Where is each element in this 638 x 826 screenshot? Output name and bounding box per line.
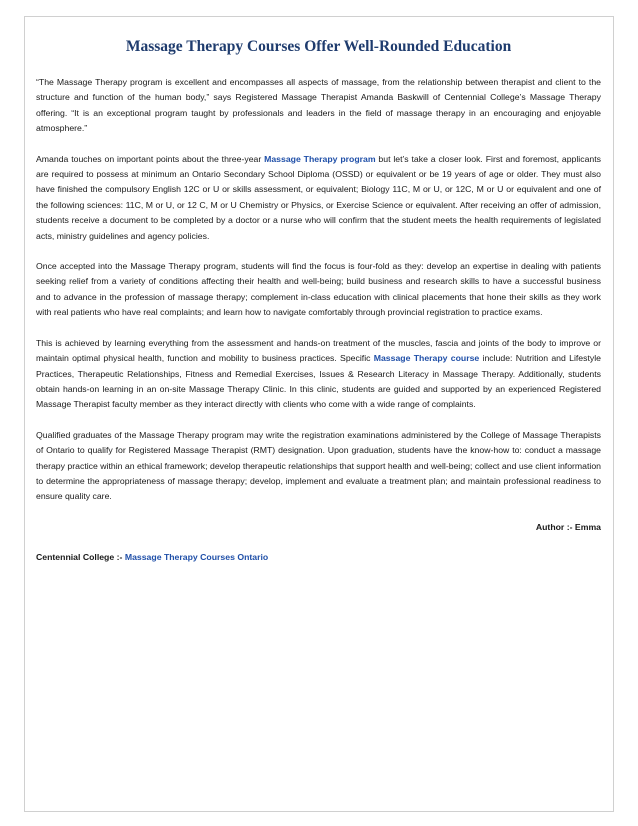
article-title: Massage Therapy Courses Offer Well-Rounded Education bbox=[125, 38, 512, 55]
paragraph-courses-text-end: include: Nutrition and Lifestyle Practices, Therapeutic Relationships, Fitness and Remedial Exercises, Issues & Research Literacy in Massage Therapy. Additionally, students obtain hands-on learning in an on-site Massage Therapy Clinic. In this clinic, students are guided and supported by an experienced Registered Massage Therapist faculty member as they interact directly with clients who come with a wide range of complaints. bbox=[36, 353, 601, 410]
footer-label: Centennial College :- bbox=[36, 552, 125, 563]
paragraph-admission bbox=[36, 152, 601, 244]
author-line: Author :- Emma bbox=[535, 521, 601, 532]
paragraph-admission-text-end: but let’s take a closer look. First and foremost, applicants are required to possess at minimum an Ontario Secondary School Diploma (OSSD) or equivalent or be 19 years of age or older. They must also have finished the compulsory English 12C or U or skills assessment, or equivalent; Biology 11C, M or U, or 12C, M or U or equivalent and one of the following sciences: 11C, M or U, or 12 C, M or U Chemistry or Physics, or Exercise Science or equivalent. After receiving an offer of admission, students receive a document to be completed by a doctor or a nurse who will confirm that the student meets the health requirements of legislated acts, ministry guidelines and agency policies. bbox=[36, 153, 601, 241]
footer-line bbox=[36, 550, 601, 565]
massage-therapy-program-link[interactable]: Massage Therapy program bbox=[264, 153, 376, 164]
paragraph-courses-text-start: This is achieved by learning everything from the assessment and hands-on treatment of the muscles, fascia and joints of the body to improve or maintain optimal physical health, function and mobility to business practices. Specific bbox=[36, 337, 601, 364]
paragraph-graduates: Qualified graduates of the Massage Therapy program may write the registration examinations administered by the College of Massage Therapists of Ontario to qualify for Registered Massage Therapist (RMT) designation. Upon graduation, students have the know-how to: conduct a massage therapy practice within an ethical framework; develop therapeutic relationships that support health and well-being; collect and use client information to determine the appropriateness of massage therapy; develop, implement and evaluate a treatment plan; and maintain professional readiness to ensure quality care. bbox=[36, 429, 601, 502]
paragraph-courses bbox=[36, 336, 601, 413]
paragraph-focus: Once accepted into the Massage Therapy program, students will find the focus is four-fold as they: develop an expertise in dealing with patients seeking relief from a variety of conditions affecting their health and well-being; build business and research skills to have a successful business and to advance in the profession of massage therapy; complement in-class education with clinical placements that hone their skills as they work with real patients who have real complaints; and learn how to navigate comfortably through provincial registration to practice exams. bbox=[36, 261, 601, 318]
massage-therapy-course-link[interactable]: Massage Therapy course bbox=[373, 353, 480, 364]
paragraph-admission-text-start: Amanda touches on important points about the three-year bbox=[36, 153, 265, 164]
massage-therapy-courses-ontario-link[interactable]: Massage Therapy Courses Ontario bbox=[124, 552, 269, 563]
article bbox=[36, 37, 601, 566]
paragraph-quote: “The Massage Therapy program is excellent and encompasses all aspects of massage, from the relationship between therapist and client to the structure and function of the human body,” says Registered Massage Therapist Amanda Baskwill of Centennial College’s Massage Therapy offering. “It is an exceptional program taught by professionals and leaders in the field of massage therapy in an encouraging and enjoyable atmosphere.” bbox=[36, 77, 601, 134]
